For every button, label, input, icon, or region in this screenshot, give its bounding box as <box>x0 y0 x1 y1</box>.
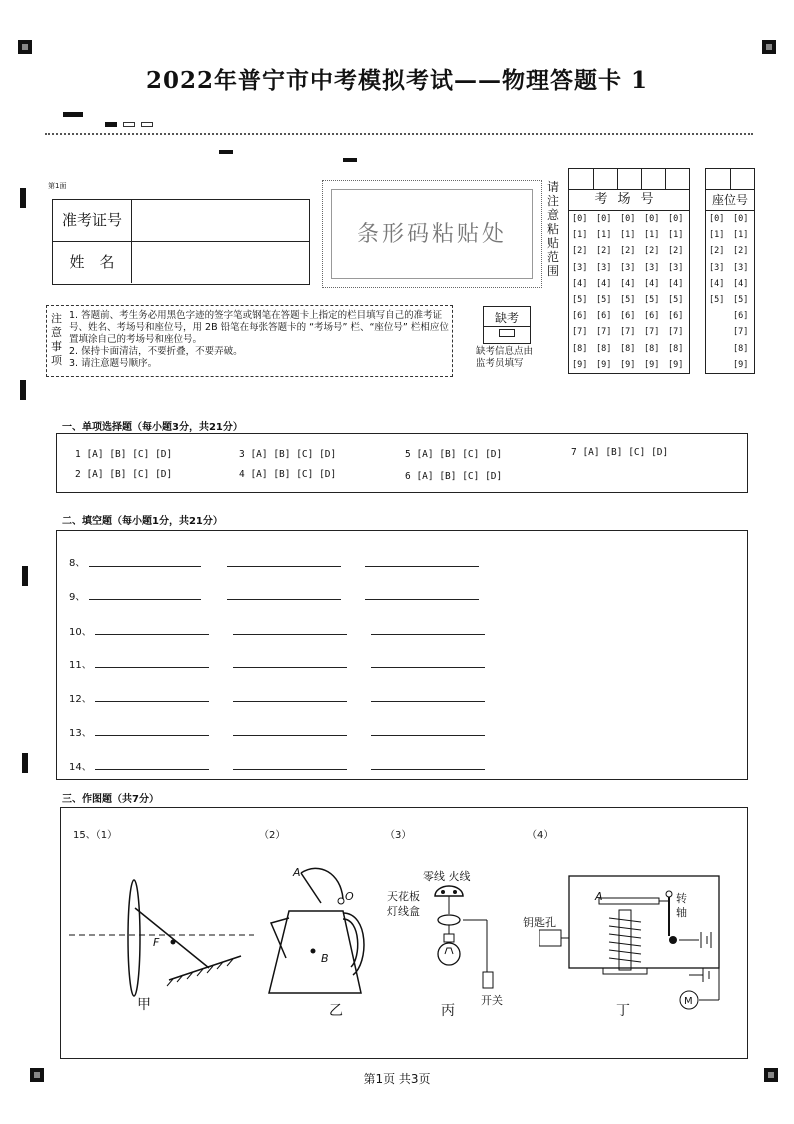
blank[interactable] <box>95 667 209 668</box>
digit-bubble[interactable]: [1] <box>644 230 660 241</box>
section2-box <box>56 530 748 780</box>
timing-bar <box>20 380 26 400</box>
digit-bubble[interactable]: [7] <box>596 327 612 338</box>
digit-bubble[interactable]: [2] <box>709 246 725 257</box>
section1-title: 一、单项选择题（每小题3分，共21分） <box>62 422 243 433</box>
notice-box <box>46 305 453 377</box>
fill-number: 11、 <box>69 660 92 671</box>
fig4-caption: 丁 <box>616 1003 630 1019</box>
notice-item: 3. 请注意题号顺序。 <box>69 358 158 369</box>
page-side-label: 第1面 <box>48 182 67 190</box>
timing-bar <box>63 112 83 117</box>
digit-bubble[interactable]: [4] <box>733 278 749 289</box>
digit-bubble[interactable]: [4] <box>668 278 684 289</box>
blank[interactable] <box>365 566 479 567</box>
barcode-label: 条形码粘贴处 <box>356 222 507 247</box>
absent-note-line: 缺考信息点由 <box>476 346 534 357</box>
digit-bubble[interactable]: [0] <box>733 214 749 224</box>
digit-bubble[interactable]: [2] <box>644 246 660 257</box>
figure-relay-circuit <box>539 870 739 1010</box>
exam-no-label: 准考证号 <box>53 200 132 241</box>
digit-bubble[interactable]: [2] <box>572 246 588 257</box>
notice-side-label: 注意事项 <box>51 312 62 367</box>
notice-item: 2. 保持卡面清洁，不要折叠，不要弄破。 <box>69 346 243 357</box>
blank[interactable] <box>89 599 201 600</box>
fig3-wire-label: 零线 火线 <box>423 870 471 883</box>
blank[interactable] <box>233 735 347 736</box>
digit-bubble[interactable]: [6] <box>572 311 588 322</box>
digit-bubble[interactable]: [4] <box>644 278 660 289</box>
page-footer: 第1页 共3页 <box>363 1072 431 1086</box>
digit-bubble[interactable]: [8] <box>596 343 612 354</box>
fill-number: 12、 <box>69 694 92 705</box>
digit-bubble[interactable]: [7] <box>620 327 636 338</box>
seat-label: 座位号 <box>706 190 754 211</box>
exam-room-digit-col[interactable] <box>596 211 611 373</box>
mc-question[interactable]: 5 [A] [B] [C] [D] <box>405 449 503 460</box>
exam-room-digit-col[interactable] <box>620 211 635 373</box>
timing-marks <box>105 122 155 128</box>
blank[interactable] <box>227 599 341 600</box>
digit-bubble[interactable]: [4] <box>620 278 636 289</box>
digit-bubble[interactable]: [3] <box>733 262 749 273</box>
section1-box <box>56 433 748 493</box>
digit-bubble[interactable]: [6] <box>733 311 749 322</box>
blank[interactable] <box>95 634 209 635</box>
q15-part-label: （2） <box>259 830 286 841</box>
timing-bar <box>219 150 233 154</box>
timing-bar <box>343 158 357 162</box>
digit-bubble[interactable]: [4] <box>572 278 588 289</box>
fill-number: 13、 <box>69 728 92 739</box>
digit-bubble[interactable]: [5] <box>620 295 636 306</box>
digit-bubble[interactable]: [5] <box>668 295 684 306</box>
blank[interactable] <box>233 701 347 702</box>
fig2-caption: 乙 <box>329 1003 343 1019</box>
fig4-axis-label: 转轴 <box>676 892 687 919</box>
digit-bubble[interactable]: [5] <box>709 295 725 306</box>
digit-bubble[interactable]: [6] <box>620 311 636 322</box>
mc-question[interactable]: 6 [A] [B] [C] [D] <box>405 471 503 482</box>
digit-bubble[interactable]: [5] <box>596 295 612 306</box>
digit-bubble[interactable]: [5] <box>572 295 588 306</box>
barcode-side-note: 请注意粘贴范围 <box>546 180 559 278</box>
timing-bar <box>22 753 28 773</box>
divider <box>45 133 753 135</box>
digit-bubble[interactable]: [9] <box>620 359 636 370</box>
fig2-O-label: O <box>345 890 354 903</box>
digit-bubble[interactable]: [1] <box>709 230 725 241</box>
figure-lens-diagram <box>69 868 259 1018</box>
digit-bubble[interactable]: [0] <box>709 214 725 224</box>
digit-bubble[interactable]: [7] <box>644 327 660 338</box>
section3-box <box>60 807 748 1059</box>
digit-bubble[interactable]: [0] <box>668 214 684 224</box>
digit-bubble[interactable]: [6] <box>596 311 612 322</box>
digit-bubble[interactable]: [9] <box>596 359 612 370</box>
blank[interactable] <box>371 769 485 770</box>
digit-bubble[interactable]: [4] <box>596 278 612 289</box>
digit-bubble[interactable]: [8] <box>733 343 749 354</box>
name-field[interactable] <box>133 242 309 283</box>
blank[interactable] <box>227 566 341 567</box>
mc-question[interactable]: 1 [A] [B] [C] [D] <box>75 449 173 460</box>
blank[interactable] <box>371 634 485 635</box>
name-label: 姓 名 <box>53 242 132 283</box>
q15-part-label: （4） <box>527 830 554 841</box>
exam-room-grid <box>568 168 690 374</box>
barcode-area <box>322 180 542 288</box>
digit-bubble[interactable]: [2] <box>733 246 749 257</box>
digit-bubble[interactable]: [8] <box>668 343 684 354</box>
q15-label: 15、（1） <box>73 830 118 841</box>
digit-bubble[interactable]: [0] <box>596 214 612 224</box>
blank[interactable] <box>233 769 347 770</box>
digit-bubble[interactable]: [9] <box>644 359 660 370</box>
timing-bar <box>22 566 28 586</box>
blank[interactable] <box>95 701 209 702</box>
seat-digit-col[interactable] <box>709 211 724 308</box>
fig1-caption: 甲 <box>137 997 151 1013</box>
digit-bubble[interactable]: [9] <box>733 359 749 370</box>
digit-bubble[interactable]: [3] <box>668 262 684 273</box>
digit-bubble[interactable]: [5] <box>733 295 749 306</box>
digit-bubble[interactable]: [4] <box>709 278 725 289</box>
blank[interactable] <box>95 735 209 736</box>
section2-title: 二、填空题（每小题1分，共21分） <box>62 516 223 527</box>
digit-bubble[interactable]: [7] <box>733 327 749 338</box>
seat-grid <box>705 168 755 374</box>
blank[interactable] <box>371 667 485 668</box>
fig3-box-label: 灯线盒 <box>387 905 420 918</box>
digit-bubble[interactable]: [1] <box>596 230 612 241</box>
digit-bubble[interactable]: [8] <box>620 343 636 354</box>
absent-bubble[interactable] <box>499 329 515 337</box>
digit-bubble[interactable]: [3] <box>709 262 725 273</box>
digit-bubble[interactable]: [7] <box>668 327 684 338</box>
blank[interactable] <box>371 701 485 702</box>
fig4-motor-label: M <box>684 996 693 1007</box>
seat-digit-col[interactable] <box>733 211 748 373</box>
blank[interactable] <box>371 735 485 736</box>
digit-bubble[interactable]: [0] <box>620 214 636 224</box>
blank[interactable] <box>95 769 209 770</box>
exam-room-digit-col[interactable] <box>668 211 683 373</box>
mc-question[interactable]: 7 [A] [B] [C] [D] <box>571 447 669 458</box>
exam-room-label: 考场号 <box>569 190 689 211</box>
digit-bubble[interactable]: [1] <box>668 230 684 241</box>
figure-kettle-diagram <box>261 863 376 1003</box>
digit-bubble[interactable]: [2] <box>620 246 636 257</box>
fill-number: 10、 <box>69 627 92 638</box>
fill-number: 14、 <box>69 762 92 773</box>
blank[interactable] <box>233 634 347 635</box>
absent-note <box>476 346 533 370</box>
digit-bubble[interactable]: [6] <box>644 311 660 322</box>
timing-bar <box>20 188 26 208</box>
digit-bubble[interactable]: [9] <box>668 359 684 370</box>
digit-bubble[interactable]: [6] <box>668 311 684 322</box>
digit-bubble[interactable]: [2] <box>596 246 612 257</box>
id-box <box>52 199 310 285</box>
mc-question[interactable]: 3 [A] [B] [C] [D] <box>239 449 337 460</box>
digit-bubble[interactable]: [8] <box>644 343 660 354</box>
fig4-keyhole-label: 钥匙孔 <box>523 916 556 929</box>
fig3-caption: 丙 <box>441 1003 455 1019</box>
digit-bubble[interactable]: [3] <box>572 262 588 273</box>
blank[interactable] <box>365 599 479 600</box>
figure-lamp-circuit <box>429 882 509 1002</box>
absent-label: 缺考 <box>484 309 530 327</box>
digit-bubble[interactable]: [1] <box>620 230 636 241</box>
absent-box <box>483 306 531 344</box>
digit-bubble[interactable]: [0] <box>644 214 660 224</box>
page-title: 2022年普宁市中考模拟考试——物理答题卡 1 <box>145 67 649 94</box>
absent-note-line: 监考员填写 <box>476 358 524 369</box>
fig2-A-label: A <box>293 866 301 879</box>
mc-question[interactable]: 2 [A] [B] [C] [D] <box>75 469 173 480</box>
digit-bubble[interactable]: [1] <box>572 230 588 241</box>
digit-bubble[interactable]: [3] <box>644 262 660 273</box>
fill-number: 9、 <box>69 592 86 603</box>
digit-bubble[interactable]: [2] <box>668 246 684 257</box>
digit-bubble[interactable]: [9] <box>572 359 588 370</box>
fig1-F-label: F <box>153 936 160 949</box>
digit-bubble[interactable]: [3] <box>620 262 636 273</box>
digit-bubble[interactable]: [5] <box>644 295 660 306</box>
digit-bubble[interactable]: [7] <box>572 327 588 338</box>
digit-bubble[interactable]: [3] <box>596 262 612 273</box>
notice-item: 1. 答题前、考生务必用黑色字迹的签字笔或钢笔在答题卡上指定的栏目填写自己的准考证号、姓名、考场号和座位号，用 2B 铅笔在每张答题卡的 “考场号” 栏、“座位号” 栏相应位置填涂自己的考场号和座位号。 <box>69 310 449 345</box>
exam-no-field[interactable] <box>133 200 309 241</box>
fig3-ceiling-label: 天花板 <box>387 890 420 903</box>
q15-part-label: （3） <box>385 830 412 841</box>
fill-number: 8、 <box>69 558 86 569</box>
exam-room-digit-col[interactable] <box>572 211 587 373</box>
blank[interactable] <box>89 566 201 567</box>
digit-bubble[interactable]: [0] <box>572 214 588 224</box>
section3-title: 三、作图题（共7分） <box>62 794 159 805</box>
exam-room-digit-col[interactable] <box>644 211 659 373</box>
fig2-B-label: B <box>321 952 329 965</box>
blank[interactable] <box>233 667 347 668</box>
corner-mark-top-right <box>762 40 776 54</box>
mc-question[interactable]: 4 [A] [B] [C] [D] <box>239 469 337 480</box>
fig4-A-label: A <box>595 890 603 903</box>
digit-bubble[interactable]: [8] <box>572 343 588 354</box>
corner-mark-top-left <box>18 40 32 54</box>
digit-bubble[interactable]: [1] <box>733 230 749 241</box>
fig3-switch-label: 开关 <box>481 994 503 1007</box>
